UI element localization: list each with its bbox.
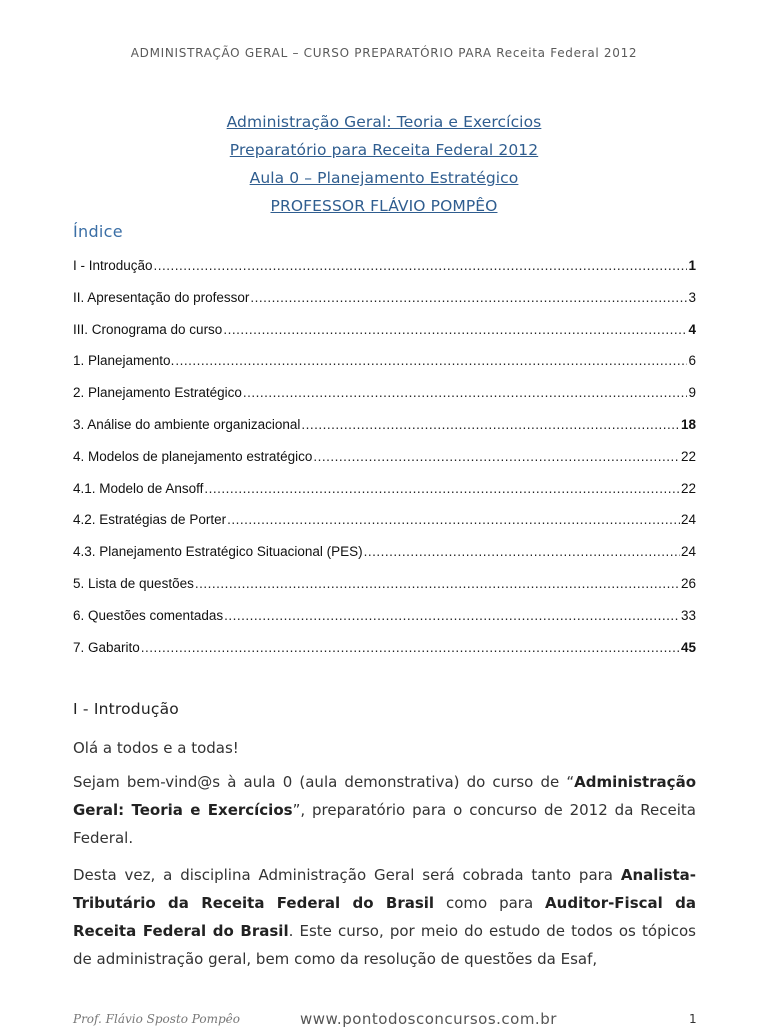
toc-entry-gabarito[interactable] <box>73 640 696 672</box>
toc-leader-dots <box>204 481 680 496</box>
toc-entry-label: 4.2. Estratégias de Porter <box>73 512 227 528</box>
toc-entry-lista-questoes[interactable] <box>73 576 696 608</box>
course-title: Administração Geral: Teoria e Exercícios <box>226 113 542 131</box>
toc-entry-page: 3 <box>688 289 696 305</box>
toc-entry-label: 4.3. Planejamento Estratégico Situacional (PES) <box>73 544 363 560</box>
toc-entry-page: 1 <box>688 258 696 273</box>
toc-entry-label: 1. Planejamento. <box>73 353 175 369</box>
toc-entry-planejamento[interactable] <box>73 353 696 385</box>
welcome-text-start: Sejam bem-vind@s à aula 0 (aula demonstrativa) do curso de “ <box>73 773 575 791</box>
page-footer <box>0 1012 768 1032</box>
welcome-text-end: ”, preparatório para o concurso de 2012 da Receita Federal. <box>73 801 696 847</box>
toc-entry-label: 4. Modelos de planejamento estratégico <box>73 448 313 464</box>
scope-text-end: . Este curso, por meio do estudo de todos os tópicos de administração geral, bem como da resolução de questões da Esaf, <box>73 922 696 968</box>
toc-entry-page: 4 <box>688 321 696 337</box>
toc-entry-analise-ambiente[interactable] <box>73 417 696 449</box>
scope-text-middle: como para <box>434 894 546 912</box>
toc-heading: Índice <box>73 222 123 241</box>
welcome-paragraph <box>73 768 696 852</box>
scope-text-start: Desta vez, a disciplina Administração Geral será cobrada tanto para <box>73 866 621 884</box>
toc-entry-ansoff[interactable] <box>73 481 696 513</box>
section-heading-introducao: I - Introdução <box>73 700 179 718</box>
toc-entry-page: 18 <box>680 416 696 432</box>
toc-entry-modelos[interactable] <box>73 449 696 481</box>
toc-entry-questoes-comentadas[interactable] <box>73 608 696 640</box>
running-header: ADMINISTRAÇÃO GERAL – CURSO PREPARATÓRIO PARA Receita Federal 2012 <box>130 46 638 60</box>
toc-leader-dots <box>141 640 680 655</box>
footer-author: Prof. Flávio Sposto Pompêo <box>73 1012 240 1026</box>
toc-entry-introducao[interactable] <box>73 258 696 290</box>
toc-entry-label: 5. Lista de questões <box>73 575 194 591</box>
auditor-role-bold: Auditor-Fiscal da Receita Federal do Brasil <box>73 894 696 940</box>
toc-entry-label: II. Apresentação do professor <box>73 289 250 305</box>
toc-entry-page: 24 <box>680 544 696 560</box>
toc-leader-dots <box>223 322 687 337</box>
footer-page-number: 1 <box>689 1012 697 1026</box>
toc-entry-porter[interactable] <box>73 512 696 544</box>
analista-role-bold: Analista-Tributário da Receita Federal do Brasil <box>73 866 696 912</box>
toc-entry-page: 22 <box>680 448 696 464</box>
course-subtitle: Preparatório para Receita Federal 2012 <box>229 141 539 159</box>
toc-leader-dots <box>154 258 688 273</box>
greeting-paragraph <box>73 734 696 762</box>
professor-name: PROFESSOR FLÁVIO POMPÊO <box>270 197 498 215</box>
toc-leader-dots <box>250 290 687 305</box>
title-block <box>0 108 768 220</box>
toc-entry-page: 26 <box>680 575 696 591</box>
toc-entry-page: 9 <box>688 385 696 401</box>
toc-entry-page: 33 <box>680 607 696 623</box>
toc-entry-apresentacao[interactable] <box>73 290 696 322</box>
toc-entry-planejamento-estrategico[interactable] <box>73 385 696 417</box>
toc-entry-label: 6. Questões comentadas <box>73 607 224 623</box>
toc-entry-label: I - Introdução <box>73 258 153 273</box>
toc-leader-dots <box>227 512 680 527</box>
toc-entry-label: 4.1. Modelo de Ansoff <box>73 480 204 496</box>
toc-leader-dots <box>243 385 688 400</box>
toc-leader-dots <box>224 608 680 623</box>
toc-leader-dots <box>301 417 680 432</box>
toc-entry-page: 22 <box>680 480 696 496</box>
toc-entry-pes[interactable] <box>73 544 696 576</box>
greeting-text: Olá a todos e a todas! <box>73 739 239 757</box>
toc-entry-label: III. Cronograma do curso <box>73 321 223 337</box>
footer-website-link[interactable]: www.pontodosconcursos.com.br <box>300 1010 557 1028</box>
course-name-bold: Administração Geral: Teoria e Exercícios <box>73 773 696 819</box>
toc-leader-dots <box>364 544 680 559</box>
toc-leader-dots <box>195 576 680 591</box>
toc-entry-page: 45 <box>680 639 696 655</box>
toc-entry-label: 3. Análise do ambiente organizacional <box>73 416 301 432</box>
scope-paragraph <box>73 861 696 973</box>
toc-entry-page: 24 <box>680 512 696 528</box>
toc-entry-label: 2. Planejamento Estratégico <box>73 385 242 401</box>
toc-leader-dots <box>313 449 680 464</box>
lesson-title: Aula 0 – Planejamento Estratégico <box>249 169 519 187</box>
toc-entry-label: 7. Gabarito <box>73 639 140 655</box>
toc-leader-dots <box>175 353 687 368</box>
table-of-contents <box>73 258 696 671</box>
toc-entry-cronograma[interactable] <box>73 322 696 354</box>
toc-entry-page: 6 <box>688 353 696 369</box>
